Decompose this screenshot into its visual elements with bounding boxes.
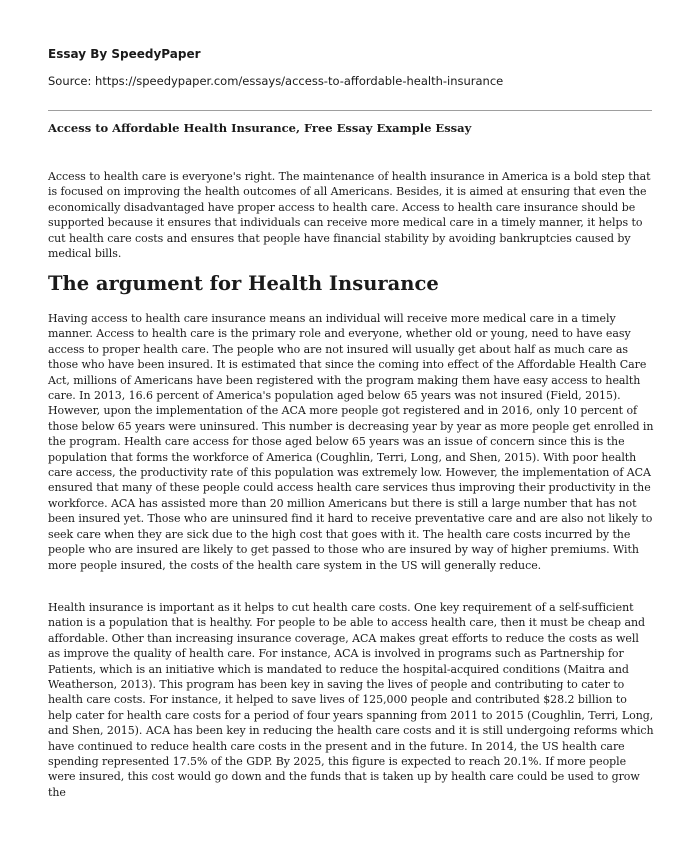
source-line: Source: https://speedypaper.com/essays/access-to-affordable-health-insurance xyxy=(48,74,504,88)
intro-paragraph: Access to health care is everyone's right. The maintenance of health insurance in America is a bold step that is focused on improving the health outcomes of all Americans. Besides, it is aimed at ensuring that even the economically disadvantaged have proper access to health care. Access to health care insurance should be supported because it ensures that individuals can receive more medical care in a timely manner, it helps to cut health care costs and ensures that people have financial stability by avoiding bankruptcies caused by medical bills. xyxy=(48,170,651,261)
section-heading: The argument for Health Insurance xyxy=(48,272,439,295)
body-paragraph-2: Health insurance is important as it helps to cut health care costs. One key requirement of a self-sufficient nation is a population that is healthy. For people to be able to access health care, then it must be cheap and affordable. Other than increasing insurance coverage, ACA makes great efforts to reduce the costs as well as improve the quality of health care. For instance, ACA is involved in programs such as Partnership for Patients, which is an initiative which is mandated to reduce the hospital-acquired conditions (Maitra and Weatherson, 2013). This program has been key in saving the lives of people and contributing to cater to health care costs. For instance, it helped to save lives of 125,000 people and contributed $28.2 billion to help cater for health care costs for a period of four years spanning from 2011 to 2015 (Coughlin, Terri, Long, and Shen, 2015). ACA has been key in reducing the health care costs and it is still undergoing reforms which have continued to reduce health care costs in the present and in the future. In 2014, the US health care spending represented 17.5% of the GDP. By 2025, this figure is expected to reach 20.1%. If more people were insured, this cost would go down and the funds that is taken up by health care could be used to grow the xyxy=(48,601,654,799)
divider xyxy=(48,110,652,111)
essay-by-label: Essay By SpeedyPaper xyxy=(48,47,201,61)
document-title: Access to Affordable Health Insurance, Free Essay Example Essay xyxy=(48,121,472,135)
body-paragraph-1: Having access to health care insurance means an individual will receive more medical care in a timely manner. Access to health care is the primary role and everyone, whether old or young, need to have easy access to proper health care. The people who are not insured will usually get about half as much care as those who have been insured. It is estimated that since the coming into effect of the Affordable Health Care Act, millions of Americans have been registered with the program making them have easy access to health care. In 2013, 16.6 percent of America's population aged below 65 years was not insured (Field, 2015). However, upon the implementation of the ACA more people got registered and in 2016, only 10 percent of those below 65 years were uninsured. This number is decreasing year by year as more people get enrolled in the program. Health care access for those aged below 65 years was an issue of concern since this is the population that forms the workforce of America (Coughlin, Terri, Long, and Shen, 2015). With poor health care access, the productivity rate of this population was extremely low. However, the implementation of ACA ensured that many of these people could access health care services thus improving their productivity in the workforce. ACA has assisted more than 20 million Americans but there is still a large number that has not been insured yet. Those who are uninsured find it hard to receive preventative care and are also not likely to seek care when they are sick due to the high cost that goes with it. The health care costs incurred by the people who are insured are likely to get passed to those who are insured by way of higher premiums. With more people insured, the costs of the health care system in the US will generally reduce. xyxy=(48,312,654,572)
